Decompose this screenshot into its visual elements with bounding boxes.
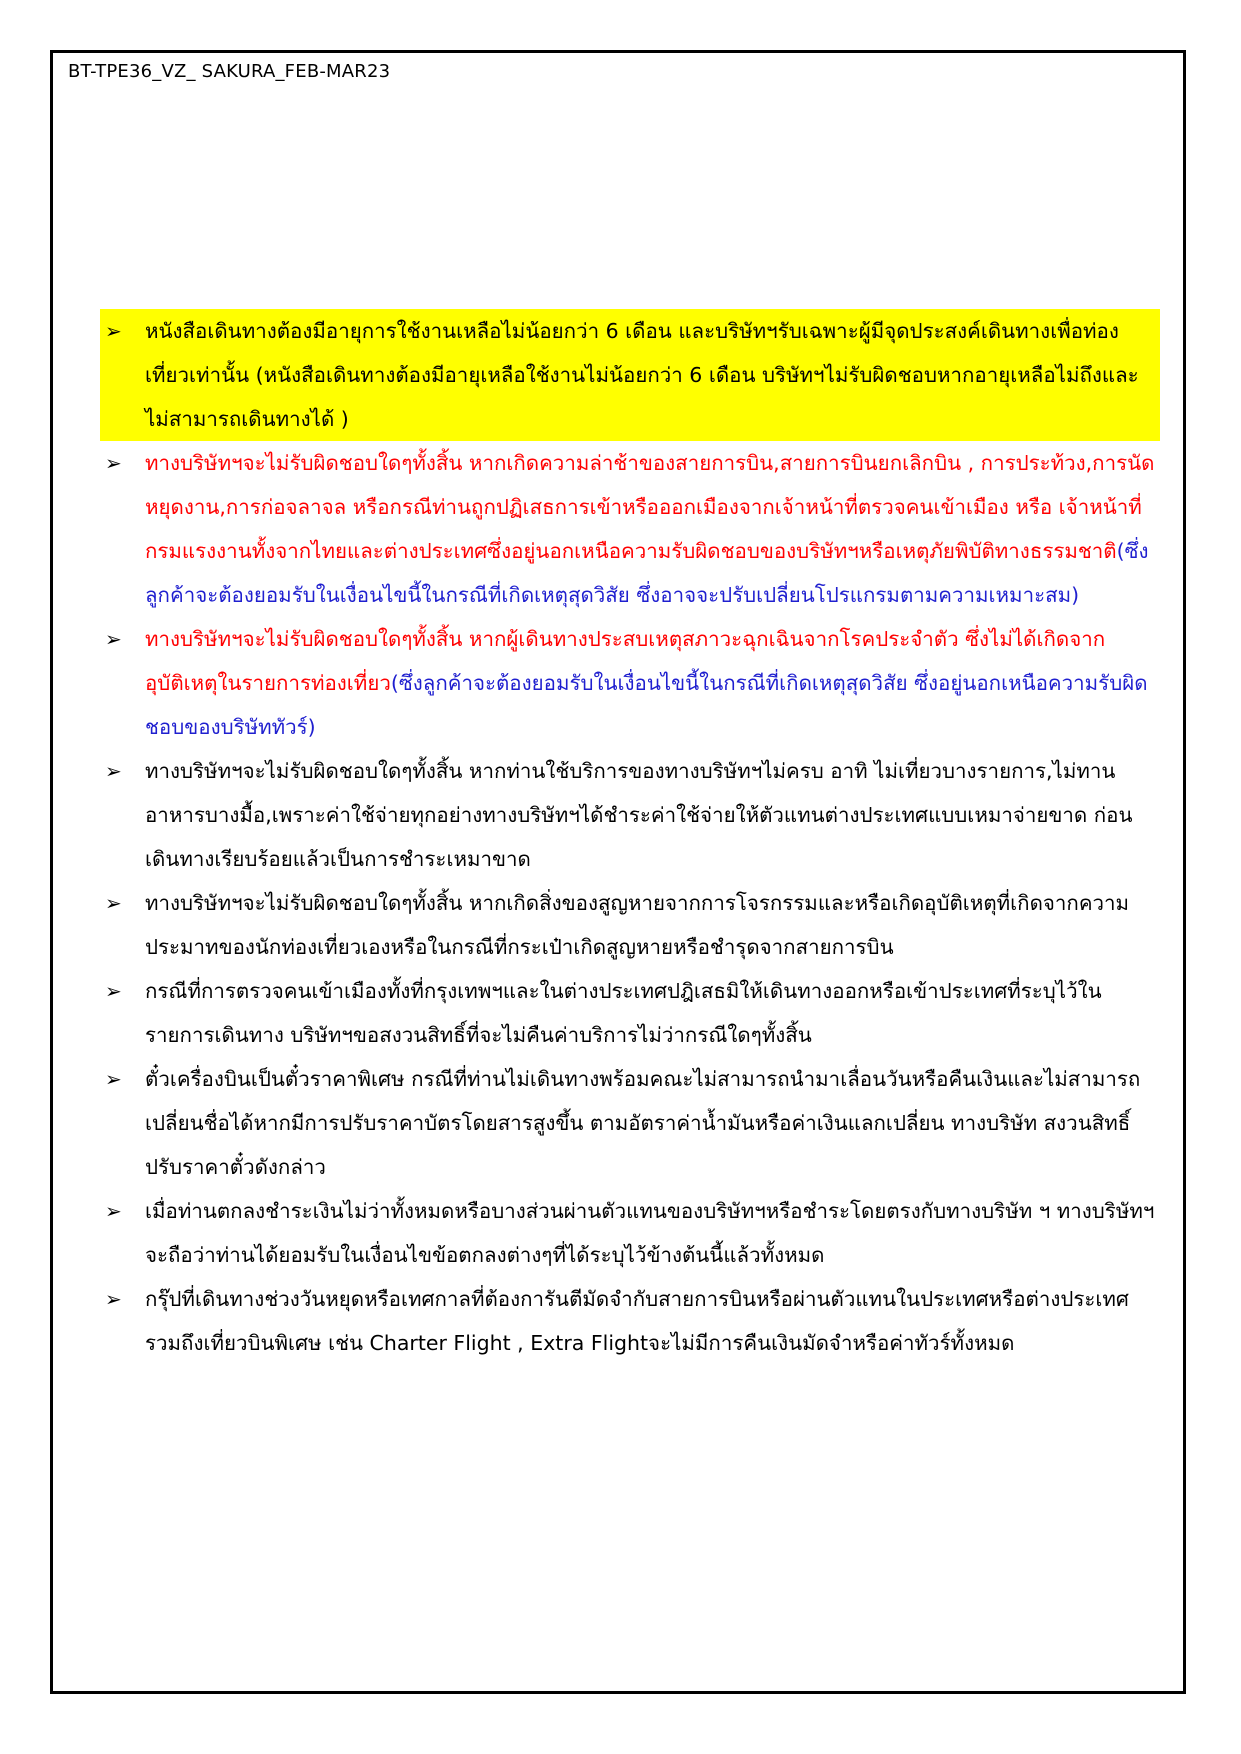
- condition-special-fare-ticket: [100, 1057, 1160, 1189]
- condition-lost-belongings: [100, 881, 1160, 969]
- condition-text: ทางบริษัทฯจะไม่รับผิดชอบใดๆทั้งสิ้น หากเกิดสิ่งของสูญหายจากการโจรกรรมและหรือเกิดอุบัติเหตุที่เกิดจากความประมาทของนักท่องเที่ยวเองหรือในกรณีที่กระเป๋าเกิดสูญหายหรือชำรุดจากสายการบิน: [145, 891, 1130, 959]
- arrow-bullet-icon: ➢: [105, 627, 122, 651]
- condition-text: เมื่อท่านตกลงชำระเงินไม่ว่าทั้งหมดหรือบางส่วนผ่านตัวแทนของบริษัทฯหรือชำระโดยตรงกับทางบริษัท ฯ ทางบริษัทฯจะถือว่าท่านได้ยอมรับในเงื่อนไขข้อตกลงต่างๆที่ได้ระบุไว้ข้างต้นนี้แล้วทั้งหมด: [145, 1199, 1155, 1267]
- page-border: [50, 50, 1186, 1694]
- document-code: BT-TPE36_VZ_ SAKURA_FEB-MAR23: [68, 61, 391, 82]
- condition-passport: [100, 309, 1160, 441]
- condition-text: หนังสือเดินทางต้องมีอายุการใช้งานเหลือไม่น้อยกว่า 6 เดือน และบริษัทฯรับเฉพาะผู้มีจุดประสงค์เดินทางเพื่อท่องเที่ยวเท่านั้น (หนังสือเดินทางต้องมีอายุเหลือใช้งานไม่น้อยกว่า 6 เดือน บริษัทฯไม่รับผิดชอบหากอายุเหลือไม่ถึงและไม่สามารถเดินทางได้ ): [145, 319, 1139, 431]
- condition-text: กรณีที่การตรวจคนเข้าเมืองทั้งที่กรุงเทพฯและในต่างประเทศปฎิเสธมิให้เดินทางออกหรือเข้าประเทศที่ระบุไว้ในรายการเดินทาง บริษัทฯขอสงวนสิทธิ์ที่จะไม่คืนค่าบริการไม่ว่ากรณีใดๆทั้งสิ้น: [145, 979, 1102, 1047]
- condition-text: กรุ๊ปที่เดินทางช่วงวันหยุดหรือเทศกาลที่ต้องการันตีมัดจำกับสายการบินหรือผ่านตัวแทนในประเทศหรือต่างประเทศ รวมถึงเที่ยวบินพิเศษ เช่น Charter Flight , Extra Flightจะไม่มีการคืนเงินมัดจำหรือค่าทัวร์ทั้งหมด: [145, 1287, 1129, 1355]
- condition-text-red: ทางบริษัทฯจะไม่รับผิดชอบใดๆทั้งสิ้น หากเกิดความล่าช้าของสายการบิน,สายการบินยกเลิกบิน , การประท้วง,การนัดหยุดงาน,การก่อจลาจล หรือกรณีท่านถูกปฏิเสธการเข้าหรือออกเมืองจากเจ้าหน้าที่ตรวจคนเข้าเมือง หรือ เจ้าหน้าที่กรมแรงงานทั้งจากไทยและต่างประเทศซึ่งอยู่นอกเหนือความรับผิดชอบของบริษัทฯหรือเหตุภัยพิบัติทางธรรมชาติ: [145, 451, 1155, 563]
- arrow-bullet-icon: ➢: [105, 451, 122, 475]
- condition-payment-acceptance: [100, 1189, 1160, 1277]
- condition-text-blue: (ซึ่งลูกค้าจะต้องยอมรับในเงื่อนไขนี้ในกรณีที่เกิดเหตุสุดวิสัย ซึ่งอาจจะปรับเปลี่ยนโปรแกรมตามความเหมาะสม): [145, 539, 1149, 607]
- arrow-bullet-icon: ➢: [105, 891, 122, 915]
- condition-immigration-denial: [100, 969, 1160, 1057]
- condition-holiday-deposit: [100, 1277, 1160, 1365]
- condition-text-red: ทางบริษัทฯจะไม่รับผิดชอบใดๆทั้งสิ้น หากผู้เดินทางประสบเหตุสภาวะฉุกเฉินจากโรคประจำตัว ซึ่งไม่ได้เกิดจากอุบัติเหตุในรายการท่องเที่ยว: [145, 627, 1106, 695]
- condition-medical-emergency: [100, 617, 1160, 749]
- condition-text-blue: (ซึ่งลูกค้าจะต้องยอมรับในเงื่อนไขนี้ในกรณีที่เกิดเหตุสุดวิสัย ซึ่งอยู่นอกเหนือความรับผิดชอบของบริษัททัวร์): [145, 671, 1148, 739]
- condition-flight-delay: [100, 441, 1160, 617]
- arrow-bullet-icon: ➢: [105, 319, 122, 343]
- condition-unused-services: [100, 749, 1160, 881]
- condition-text: ตั๋วเครื่องบินเป็นตั๋วราคาพิเศษ กรณีที่ท่านไม่เดินทางพร้อมคณะไม่สามารถนำมาเลื่อนวันหรือคืนเงินและไม่สามารถเปลี่ยนชื่อได้หากมีการปรับราคาบัตรโดยสารสูงขึ้น ตามอัตราค่าน้ำมันหรือค่าเงินแลกเปลี่ยน ทางบริษัท สงวนสิทธิ์ปรับราคาตั๋วดังกล่าว: [145, 1067, 1141, 1179]
- arrow-bullet-icon: ➢: [105, 1287, 122, 1311]
- arrow-bullet-icon: ➢: [105, 1067, 122, 1091]
- arrow-bullet-icon: ➢: [105, 759, 122, 783]
- arrow-bullet-icon: ➢: [105, 979, 122, 1003]
- arrow-bullet-icon: ➢: [105, 1199, 122, 1223]
- condition-text: ทางบริษัทฯจะไม่รับผิดชอบใดๆทั้งสิ้น หากท่านใช้บริการของทางบริษัทฯไม่ครบ อาทิ ไม่เที่ยวบางรายการ,ไม่ทานอาหารบางมื้อ,เพราะค่าใช้จ่ายทุกอย่างทางบริษัทฯได้ชำระค่าใช้จ่ายให้ตัวแทนต่างประเทศแบบเหมาจ่ายขาด ก่อนเดินทางเรียบร้อยแล้วเป็นการชำระเหมาขาด: [145, 759, 1133, 871]
- conditions-list: [100, 309, 1160, 1365]
